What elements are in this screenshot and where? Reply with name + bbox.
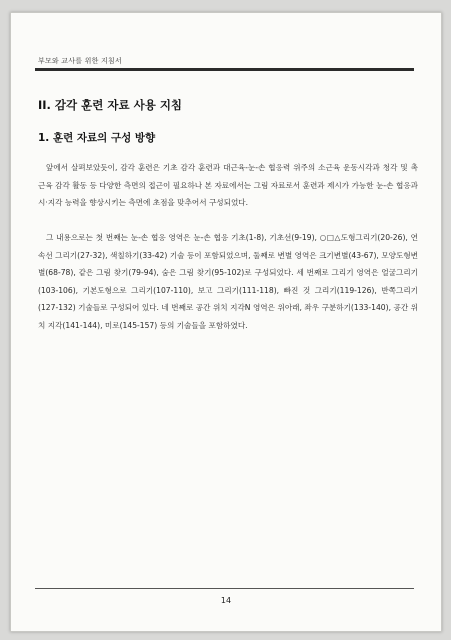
page-number: 14 <box>220 596 232 605</box>
header-rule <box>35 68 414 71</box>
body-paragraph-1: 앞에서 살펴보았듯이, 감각 훈련은 기초 감각 훈련과 대근육-눈-손 협응력 위주의 소근육 운동시각과 청각 및 촉 근육 감각 활동 등 다양한 측면의 접근이 필요하나 본 자료에서는 그림 자료로서 훈련과 제시가 가능한 눈-손 협응과 시·지각 능력을 향상시키는 측면에 초점을 맞추어서 구성되었다. <box>38 163 418 207</box>
running-head: 부모와 교사를 위한 지침서 <box>38 57 122 65</box>
section-title: 1. 훈련 자료의 구성 방향 <box>38 132 156 144</box>
document-page <box>10 12 442 632</box>
footer-rule <box>35 588 414 589</box>
chapter-title: II. 감각 훈련 자료 사용 지침 <box>38 98 183 112</box>
body-paragraph-2: 그 내용으로는 첫 번째는 눈-손 협응 영역은 눈-손 협응 기초(1-8), 기초선(9-19), ○□△도형그리기(20-26), 연속선 그리기(27-32), 색칠하기(33-42) 기술 등이 포함되었으며, 둘째로 변별 영역은 크기변별(43-67), 모양도형변별(68-78), 같은 그림 찾기(79-94), 숨은 그림 찾기(95-102)로 구성되었다. 세 번째로 그리기 영역은 얼굴그리기(103-106), 기본도형으로 그리기(107-110), 보고 그리기(111-118), 빠진 것 그리기(119-126), 반쪽그리기(127-132) 기술들로 구성되어 있다. 네 번째로 공간 위치 지각N 영역은 위아래, 좌우 구분하기(133-140), 공간 위치 지각(141-144), 미로(145-157) 등의 기술들을 포함하였다. <box>38 233 418 330</box>
